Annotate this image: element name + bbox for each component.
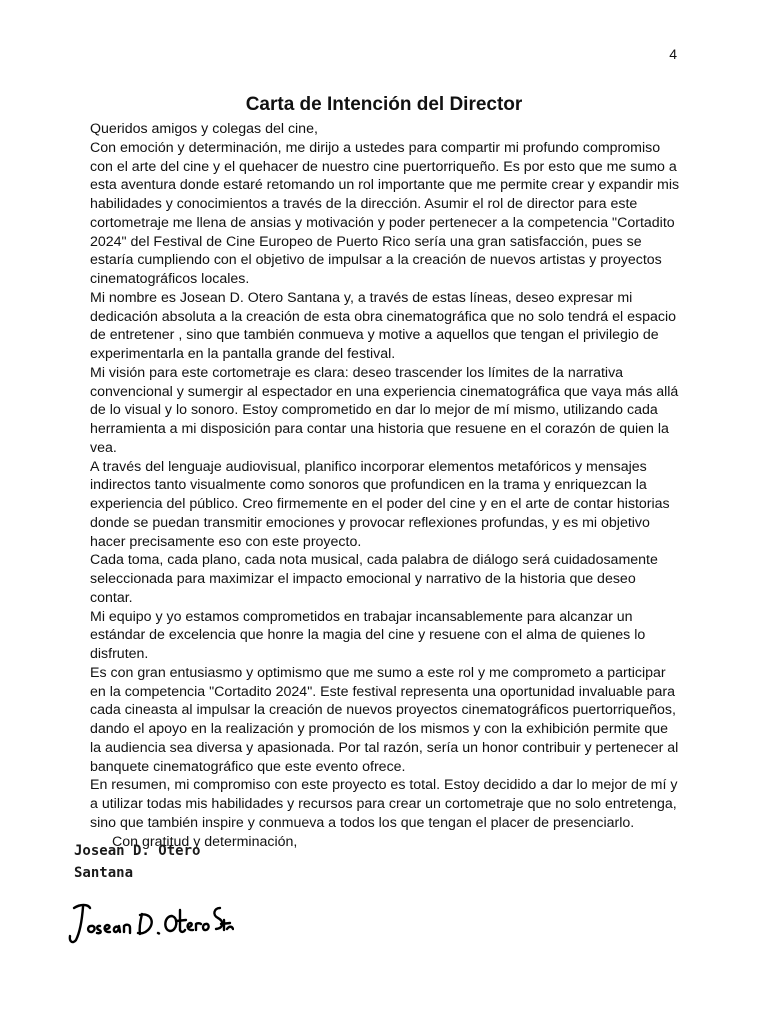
paragraph: Mi nombre es Josean D. Otero Santana y, a través de estas líneas, deseo expresar mi dedicación absoluta a la creación de esta obra cinematográfica que no solo tendrá el espacio de entretener , sino que también conmueva y motive a aquellos que tengan el privilegio de experimentarla en la pantalla grande del festival.	[90, 289, 677, 362]
paragraph: Mi equipo y yo estamos comprometidos en trabajar incansablemente para alcanzar un estándar de excelencia que honre la magia del cine y resuene con el alma de quienes lo disfruten.	[90, 608, 646, 662]
paragraph: En resumen, mi compromiso con este proyecto es total. Estoy decidido a dar lo mejor de mí y a utilizar todas mis habilidades y recursos para crear un cortometraje que no solo entretenga, sino que también inspire y conmueva a todos los que tengan el placer de presenciarlo.	[90, 777, 678, 831]
paragraph: Cada toma, cada plano, cada nota musical, cada palabra de diálogo será cuidadosamente seleccionada para maximizar el impacto emocional y narrativo de la historia que deseo contar.	[90, 552, 658, 606]
page-number: 4	[669, 46, 677, 62]
signer-name	[74, 840, 200, 884]
signer-name-line-2: Santana	[74, 865, 134, 881]
paragraph: Con emoción y determinación, me dirijo a ustedes para compartir mi profundo compromiso con el arte del cine y el quehacer de nuestro cine puertorriqueño. Es por esto que me sumo a esta aventura donde estaré retomando un rol importante que me permite crear y expandir mis habilidades y conocimientos a través de la dirección. Asumir el rol de director para este cortometraje me llena de ansias y motivación y poder pertenecer a la competencia "Cortadito 2024" del Festival de Cine Europeo de Puerto Rico sería una gran satisfacción, pues se estaría cumpliendo con el objetivo de impulsar a la creación de nuevos artistas y proyectos cinematográficos locales.	[90, 139, 680, 287]
paragraph: Mi visión para este cortometraje es clara: deseo trascender los límites de la narrativa convencional y sumergir al espectador en una experiencia cinematográfica que vaya más allá de lo visual y lo sonoro. Estoy comprometido en dar lo mejor de mí mismo, utilizando cada herramienta a mi disposición para contar una historia que resuene en el corazón de quien la vea.	[90, 364, 679, 456]
letter-title: Carta de Intención del Director	[245, 94, 523, 115]
paragraph: A través del lenguaje audiovisual, planifico incorporar elementos metafóricos y mensajes indirectos tanto visualmente como sonoros que profundicen en la trama y enriquezcan la experiencia del público. Creo firmemente en el poder del cine y en el arte de contar historias donde se puedan transmitir emociones y provocar reflexiones profundas, y es mi objetivo hacer precisamente eso con este proyecto.	[90, 458, 670, 550]
closing-line: Con gratitud y determinación,	[112, 833, 298, 850]
salutation: Queridos amigos y colegas del cine,	[90, 121, 318, 137]
paragraph: Es con gran entusiasmo y optimismo que me sumo a este rol y me comprometo a participar en la competencia "Cortadito 2024". Este festival representa una oportunidad invaluable para cada cineasta al impulsar la creación de nuevos proyectos cinematográficos puertorriqueños, dando el apoyo en la realización y promoción de los mismos y con la exhibición permite que la audiencia sea diversa y apasionada. Por tal razón, sería un honor contribuir y pertenecer al banquete cinematográfico que este evento ofrece.	[90, 664, 679, 775]
handwritten-signature	[64, 896, 234, 948]
signer-name-line-1: Josean D. Otero	[74, 843, 201, 859]
letter-body	[90, 120, 680, 851]
